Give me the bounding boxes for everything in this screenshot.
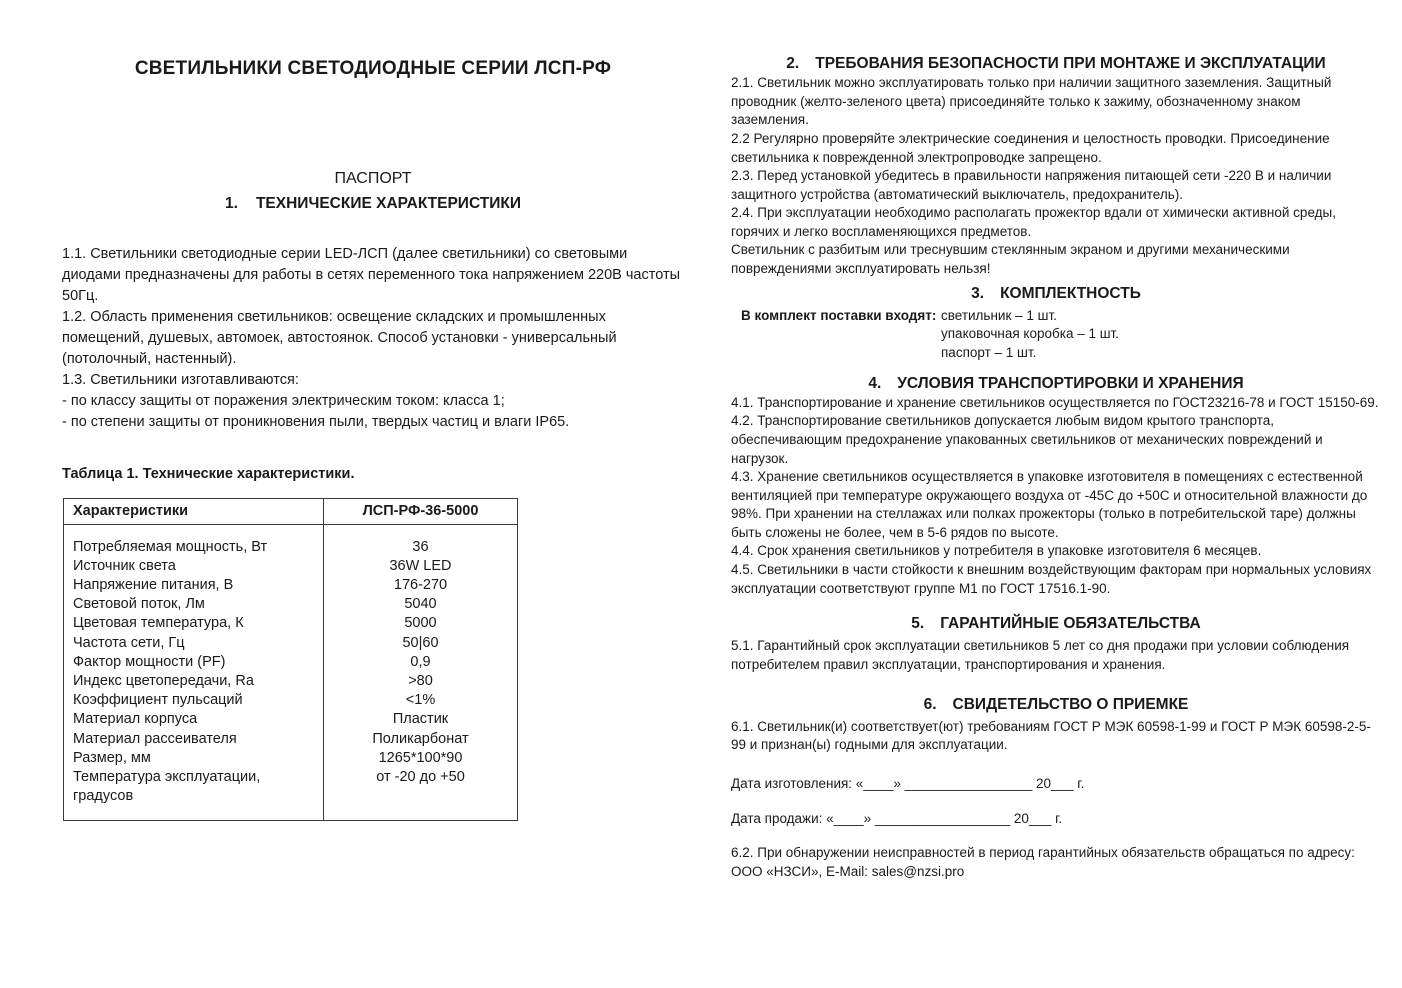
section-1-title: ТЕХНИЧЕСКИЕ ХАРАКТЕРИСТИКИ bbox=[255, 195, 521, 213]
table-cell-value: Пластик bbox=[392, 711, 449, 728]
kit-label: В комплект поставки входят: bbox=[741, 307, 937, 323]
table-cell-value: >80 bbox=[408, 673, 433, 689]
kit-item: светильник – 1 шт. bbox=[941, 307, 1057, 323]
section-5-heading bbox=[731, 614, 1381, 634]
table-cell-label: Температура эксплуатации, градусов bbox=[73, 769, 261, 805]
right-column bbox=[731, 0, 1381, 881]
left-column bbox=[62, 0, 684, 821]
section-2-heading bbox=[731, 54, 1381, 74]
kit-items bbox=[941, 307, 1119, 363]
section-4-number: 4. bbox=[868, 374, 882, 392]
paragraph-1-1: 1.1. Светильники светодиодные серии LED-ЛСП (далее светильники) со световыми диодами предназначены для работы в сетях переменного тока напряжением 220В частоты 50Гц. bbox=[62, 245, 681, 304]
date-sale-line: Дата продажи: «____» __________________ 20___ г. bbox=[731, 810, 1063, 826]
table-cell-value: 0,9 bbox=[410, 653, 431, 670]
kit-contents-block bbox=[731, 307, 1381, 363]
paragraph-4-3: 4.3. Хранение светильников осуществляется в упаковке изготовителя в помещениях с естественной вентиляцией при температуре окружающего воздуха от -45С до +50С и относительной влажности до 98%. При хранении на стеллажах или полках прожекторы (только в потребительской таре) должны быть сложены не более, чем в 5-6 рядов по высоте. bbox=[731, 469, 1368, 540]
table-cell-value: Поликарбонат bbox=[372, 730, 469, 747]
table-cell-value: <1% bbox=[405, 692, 436, 709]
table-cell-value: 36W LED bbox=[389, 557, 452, 574]
section-5-title: ГАРАНТИЙНЫЕ ОБЯЗАТЕЛЬСТВА bbox=[940, 615, 1201, 633]
table-cell-value: 176-270 bbox=[393, 576, 448, 593]
table-cell-value: 1265*100*90 bbox=[378, 749, 463, 766]
paragraph-6-1: 6.1. Светильник(и) соответствует(ют) требованиям ГОСТ Р МЭК 60598-1-99 и ГОСТ Р МЭК 60598-2-5-99 и признан(ы) годными для эксплуатации. bbox=[731, 718, 1371, 753]
tech-characteristics-table bbox=[63, 498, 518, 822]
paragraph-2-3: 2.3. Перед установкой убедитесь в правильности напряжения питающей сети -220 В и наличии защитного устройства (автоматический выключатель, предохранитель). bbox=[731, 168, 1332, 202]
table-cell-value: 5040 bbox=[404, 596, 437, 613]
section-6-title: СВИДЕТЕЛЬСТВО О ПРИЕМКЕ bbox=[952, 695, 1189, 713]
table-cell-value: 50|60 bbox=[402, 634, 439, 651]
table-header-characteristics: Характеристики bbox=[64, 499, 324, 524]
table-labels-column bbox=[64, 525, 324, 821]
section-1-heading bbox=[62, 194, 684, 214]
table-cell-label: Световой поток, Лм bbox=[73, 596, 205, 613]
paragraph-1-3-ip: - по степени защиты от проникновения пыли, твердых частиц и влаги IP65. bbox=[62, 413, 570, 430]
section-4-heading bbox=[731, 374, 1381, 394]
table-cell-label: Индекс цветопередачи, Ra bbox=[73, 673, 254, 689]
date-manufacture-line: Дата изготовления: «____» _________________ 20___ г. bbox=[731, 775, 1085, 791]
paragraph-6-2-contact: 6.2. При обнаружении неисправностей в период гарантийных обязательств обращаться по адресу: ООО «НЗСИ», E-Mail: sales@nzsi.pro bbox=[731, 845, 1355, 879]
section-6-heading bbox=[731, 695, 1381, 715]
table-values-column bbox=[324, 525, 517, 821]
paragraph-4-1: 4.1. Транспортирование и хранение светильников осуществляется по ГОСТ23216-78 и ГОСТ 15150-69. bbox=[731, 394, 1379, 410]
section-2-number: 2. bbox=[786, 55, 800, 72]
section-3-number: 3. bbox=[971, 284, 985, 302]
passport-heading: ПАСПОРТ bbox=[334, 169, 412, 187]
table-cell-value: от -20 до +50 bbox=[376, 769, 465, 786]
paragraph-1-2: 1.2. Область применения светильников: освещение складских и промышленных помещений, душевых, автомоек, автостоянок. Способ установки - универсальный (потолочный, настенный). bbox=[62, 308, 617, 367]
table-cell-value: 36 bbox=[412, 538, 429, 555]
paragraph-4-2: 4.2. Транспортирование светильников допускается любым видом крытого транспорта, обеспечивающим предохранение упакованных светильников от механических повреждений и нагрузок. bbox=[731, 413, 1323, 466]
table-caption: Таблица 1. Технические характеристики. bbox=[62, 465, 355, 482]
section-1-body bbox=[62, 244, 684, 433]
section-2-title: ТРЕБОВАНИЯ БЕЗОПАСНОСТИ ПРИ МОНТАЖЕ И ЭКСПЛУАТАЦИИ bbox=[815, 55, 1326, 72]
paragraph-5-1: 5.1. Гарантийный срок эксплуатации светильников 5 лет со дня продажи при условии соблюдения потребителем правил эксплуатации, транспортирования и хранения. bbox=[731, 638, 1350, 672]
doc-title: СВЕТИЛЬНИКИ СВЕТОДИОДНЫЕ СЕРИИ ЛСП-РФ bbox=[134, 58, 612, 79]
paragraph-4-5: 4.5. Светильники в части стойкости к внешним воздействующим факторам при нормальных условиях эксплуатации соответствуют группе М1 по ГОСТ 17516.1-90. bbox=[731, 562, 1372, 596]
kit-item: паспорт – 1 шт. bbox=[941, 345, 1037, 360]
paragraph-1-3-class: - по классу защиты от поражения электрическим током: класса 1; bbox=[62, 392, 505, 409]
section-5-number: 5. bbox=[911, 615, 925, 633]
section-1-number: 1. bbox=[225, 195, 238, 213]
table-cell-value: 5000 bbox=[404, 615, 437, 632]
table-cell-label: Фактор мощности (PF) bbox=[73, 653, 226, 670]
section-6-number: 6. bbox=[923, 695, 937, 713]
paragraph-2-1: 2.1. Светильник можно эксплуатировать только при наличии защитного заземления. Защитный проводник (желто-зеленого цвета) присоединяйте только к зажиму, обозначенному знаком заземления. bbox=[731, 75, 1332, 128]
table-cell-label: Материал корпуса bbox=[73, 711, 198, 728]
table-cell-label: Частота сети, Гц bbox=[73, 634, 185, 651]
paragraph-1-3: 1.3. Светильники изготавливаются: bbox=[62, 371, 299, 388]
section-3-heading bbox=[731, 284, 1381, 304]
section-4-title: УСЛОВИЯ ТРАНСПОРТИРОВКИ И ХРАНЕНИЯ bbox=[897, 374, 1244, 392]
table-cell-label: Напряжение питания, В bbox=[73, 576, 234, 593]
table-cell-label: Источник света bbox=[73, 557, 176, 574]
table-cell-label: Размер, мм bbox=[73, 749, 151, 766]
table-cell-label: Цветовая температура, К bbox=[73, 615, 244, 632]
paragraph-4-4: 4.4. Срок хранения светильников у потребителя в упаковке изготовителя 6 месяцев. bbox=[731, 543, 1262, 559]
table-cell-label: Потребляемая мощность, Вт bbox=[73, 538, 268, 555]
section-3-title: КОМПЛЕКТНОСТЬ bbox=[1000, 284, 1141, 302]
paragraph-2-4: 2.4. При эксплуатации необходимо располагать прожектор вдали от химически активной среды, горячих и легко воспламеняющихся предметов. bbox=[731, 205, 1336, 239]
paragraph-2-warning: Светильник с разбитым или треснувшим стеклянным экраном и другими механическими повреждениями эксплуатировать нельзя! bbox=[731, 242, 1290, 277]
table-cell-label: Материал рассеивателя bbox=[73, 730, 237, 747]
table-header-row bbox=[64, 499, 517, 525]
paragraph-2-2: 2.2 Регулярно проверяйте электрические соединения и целостность проводки. Присоединение светильника к поврежденной электропроводке запрещено. bbox=[731, 130, 1330, 165]
table-cell-label: Коэффициент пульсаций bbox=[73, 692, 243, 709]
table-header-model: ЛСП-РФ-36-5000 bbox=[362, 502, 479, 519]
table-body bbox=[64, 525, 517, 821]
kit-item: упаковочная коробка – 1 шт. bbox=[941, 326, 1119, 342]
